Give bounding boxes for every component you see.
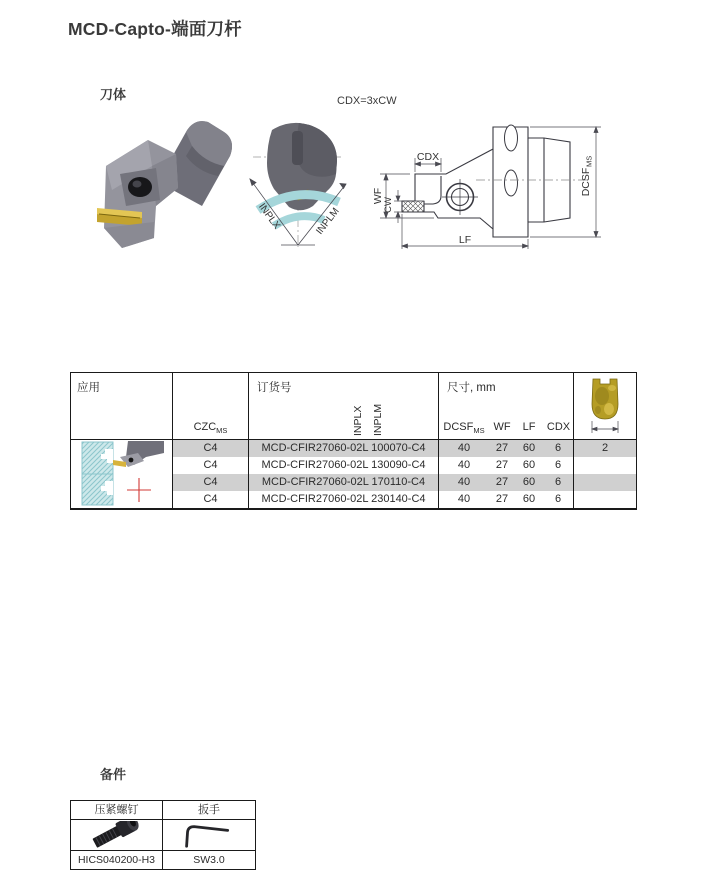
table-row: C4 MCD-CFIR27060-02L 100070-C4 40 27 60 6 2 [173, 440, 636, 457]
wrench-code: SW3.0 [193, 854, 225, 866]
angle-label-inplx: INPLX [256, 201, 282, 232]
screw-icon [73, 821, 161, 849]
insert-width-dimension [592, 421, 618, 433]
dim-label-wf: WF [372, 187, 384, 205]
section-label-spares: 备件 [100, 767, 127, 782]
side-dimension-drawing [358, 106, 643, 261]
col-header-application: 应用 [77, 382, 100, 394]
clamp-screw-symbol [442, 179, 478, 215]
order-number: MCD-CFIR27060-02L 130090-C4 [249, 457, 439, 474]
table-header [71, 373, 636, 440]
angle-label-inplm: INPLM [314, 206, 342, 237]
svg-text:DCSF: DCSF [580, 167, 592, 197]
table-body [71, 440, 636, 508]
center-cross-mark [127, 478, 151, 502]
dim-label-cw: CW [383, 197, 394, 213]
dim-label-lf: LF [458, 234, 472, 246]
product-table [70, 372, 637, 510]
section-label-body: 刀体 [100, 87, 127, 102]
col-header-lf: LF [522, 420, 536, 433]
table-row: C4 MCD-CFIR27060-02L 170110-C4 40 27 60 6 [173, 474, 636, 491]
dim-label-cdx: CDX [416, 151, 440, 163]
dim-label-dcsf [580, 156, 594, 197]
col-header-inplx: INPLX [352, 405, 364, 436]
table-row: C4 MCD-CFIR27060-02L 230140-C4 40 27 60 6 [173, 491, 636, 508]
wrench-icon [166, 821, 252, 849]
tool-3d-photo [92, 110, 237, 250]
insert-section-hatch [402, 201, 424, 212]
page-title: MCD-Capto-端面刀杆 [68, 19, 242, 39]
col-header-cdx: CDX [546, 420, 571, 433]
col-header-czc: $CZC_{MS}$ [193, 420, 228, 435]
insert-photo [582, 376, 628, 436]
screw-code: HICS040200-H3 [71, 851, 163, 869]
col-header-dimensions-group: 尺寸, mm [447, 382, 496, 394]
order-number: MCD-CFIR27060-02L 230140-C4 [249, 491, 439, 508]
col-header-dcsf: $DCSF_{MS}$ [443, 420, 485, 435]
svg-text:MS: MS [584, 155, 594, 167]
flange-slot-upper [505, 125, 518, 151]
spares-table [70, 800, 256, 870]
col-header-order-no: 订货号 [257, 382, 292, 394]
clamp-screw-hole [128, 177, 152, 197]
front-view-drawing [241, 117, 353, 255]
application-diagram [80, 441, 164, 507]
flange-slot-lower [505, 170, 518, 196]
col-header-inplm: INPLM [372, 403, 384, 436]
spares-col-screw: 压紧螺钉 [71, 801, 163, 820]
spares-col-wrench: 扳手 [163, 801, 255, 820]
order-number: MCD-CFIR27060-02L 100070-C4 [249, 440, 439, 457]
table-row: C4 MCD-CFIR27060-02L 130090-C4 40 27 60 6 [173, 457, 636, 474]
col-header-wf: WF [493, 420, 511, 433]
order-number: MCD-CFIR27060-02L 170110-C4 [249, 474, 439, 491]
cdx-formula-note: CDX=3xCW [337, 95, 397, 107]
